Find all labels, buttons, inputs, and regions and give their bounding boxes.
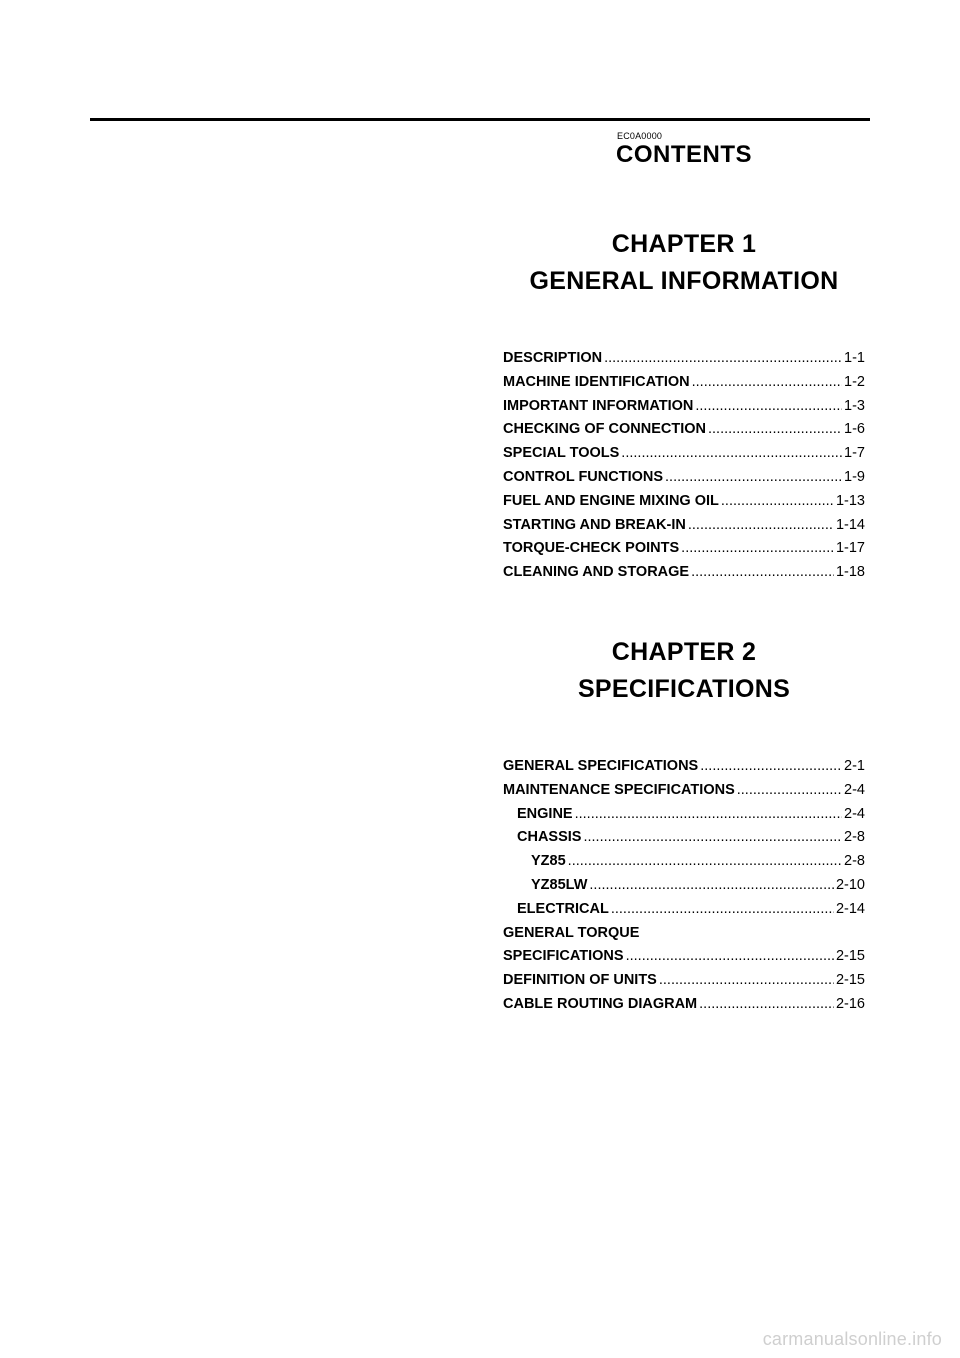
toc-leader [626, 948, 834, 964]
toc-leader [604, 350, 842, 366]
toc-entry-page: 2-8 [844, 853, 865, 870]
toc-entry[interactable] [503, 782, 865, 806]
toc-entry-page: 1-2 [844, 373, 865, 390]
toc-leader [568, 853, 842, 869]
toc-entry-page: 1-14 [835, 516, 865, 533]
toc-entry-page: 2-4 [844, 805, 865, 822]
toc-entry-page: 2-14 [835, 900, 865, 917]
toc-leader [575, 806, 842, 822]
toc-entry-page: 1-3 [844, 397, 865, 414]
toc-entry-title: CLEANING AND STORAGE [503, 564, 690, 581]
toc-leader [737, 782, 842, 798]
toc-entry-title: ELECTRICAL [517, 900, 609, 917]
toc-entry[interactable] [503, 901, 865, 925]
toc-entry-page: 1-7 [844, 445, 865, 462]
toc-entry-page: 1-1 [844, 350, 865, 366]
toc-entry-page: 2-1 [844, 758, 865, 774]
toc-entry[interactable] [503, 806, 865, 830]
watermark: carmanualsonline.info [762, 1329, 942, 1349]
toc-entry[interactable] [503, 374, 865, 398]
toc-entry-page: 1-13 [835, 492, 865, 509]
toc-entry[interactable] [503, 517, 865, 541]
toc-entry[interactable] [503, 350, 865, 374]
toc-entry-title: YZ85LW [531, 876, 588, 893]
toc-leader [589, 877, 834, 893]
chapter-1-toc [503, 350, 865, 588]
toc-leader [665, 469, 842, 485]
toc-entry-title: TORQUE-CHECK POINTS [503, 540, 680, 557]
toc-entry[interactable] [503, 996, 865, 1020]
toc-entry-title: MACHINE IDENTIFICATION [503, 373, 690, 390]
toc-entry-page: 2-15 [835, 948, 865, 965]
toc-leader [621, 445, 842, 461]
toc-entry-page: 1-9 [844, 468, 865, 485]
chapter-1-name: GENERAL INFORMATION [529, 267, 839, 295]
toc-entry-page: 2-8 [844, 829, 865, 846]
document-code: EC0A0000 [617, 131, 663, 141]
toc-entry[interactable] [503, 853, 865, 877]
toc-entry-title: CABLE ROUTING DIAGRAM [503, 995, 698, 1012]
toc-entry-page: 1-17 [835, 540, 865, 557]
toc-entry-title: DESCRIPTION [503, 350, 603, 366]
toc-entry[interactable] [503, 925, 865, 949]
toc-entry[interactable] [503, 877, 865, 901]
toc-leader [659, 972, 834, 988]
toc-leader [700, 758, 842, 774]
toc-entry[interactable] [503, 540, 865, 564]
toc-entry-page: 1-18 [835, 564, 865, 581]
top-rule [90, 118, 870, 121]
toc-entry[interactable] [503, 564, 865, 588]
toc-entry-title: YZ85 [531, 853, 566, 870]
toc-leader [681, 540, 834, 556]
toc-entry-title: SPECIFICATIONS [503, 948, 624, 965]
toc-entry-title: GENERAL TORQUE [503, 924, 640, 941]
toc-entry[interactable] [503, 948, 865, 972]
toc-entry-title: STARTING AND BREAK-IN [503, 516, 686, 533]
toc-entry[interactable] [503, 469, 865, 493]
toc-entry-title: IMPORTANT INFORMATION [503, 397, 694, 414]
chapter-2-number: CHAPTER 2 [611, 638, 757, 666]
toc-leader [699, 996, 834, 1012]
toc-leader [583, 829, 842, 845]
toc-entry-title: CHASSIS [517, 829, 582, 846]
toc-entry-title: ENGINE [517, 805, 573, 822]
chapter-2-heading [503, 634, 865, 708]
toc-leader [611, 901, 834, 917]
toc-entry[interactable] [503, 829, 865, 853]
chapter-1-number: CHAPTER 1 [611, 230, 757, 258]
toc-entry-title: MAINTENANCE SPECIFICATIONS [503, 781, 735, 798]
toc-entry-page: 2-4 [844, 781, 865, 798]
toc-leader [721, 493, 834, 509]
toc-leader [688, 517, 834, 533]
toc-entry[interactable] [503, 445, 865, 469]
toc-entry[interactable] [503, 972, 865, 996]
toc-entry-title: GENERAL SPECIFICATIONS [503, 758, 699, 774]
toc-entry-page: 1-6 [844, 421, 865, 438]
toc-entry[interactable] [503, 758, 865, 782]
toc-entry[interactable] [503, 493, 865, 517]
toc-entry[interactable] [503, 421, 865, 445]
chapter-2-name: SPECIFICATIONS [577, 675, 791, 703]
toc-entry-title: DEFINITION OF UNITS [503, 972, 657, 989]
toc-leader [708, 421, 842, 437]
toc-entry[interactable] [503, 398, 865, 422]
toc-leader [695, 398, 842, 414]
toc-entry-title: FUEL AND ENGINE MIXING OIL [503, 492, 719, 509]
toc-entry-page: 2-16 [835, 995, 865, 1012]
page-title: CONTENTS [616, 141, 752, 168]
toc-leader [691, 564, 834, 580]
chapter-1-heading [503, 226, 865, 300]
toc-entry-page: 2-15 [835, 972, 865, 989]
toc-leader [692, 374, 842, 390]
toc-entry-title: CONTROL FUNCTIONS [503, 468, 664, 485]
toc-entry-page: 2-10 [835, 876, 865, 893]
toc-entry-title: SPECIAL TOOLS [503, 445, 620, 462]
toc-entry-title: CHECKING OF CONNECTION [503, 421, 706, 438]
chapter-2-toc [503, 758, 865, 1020]
